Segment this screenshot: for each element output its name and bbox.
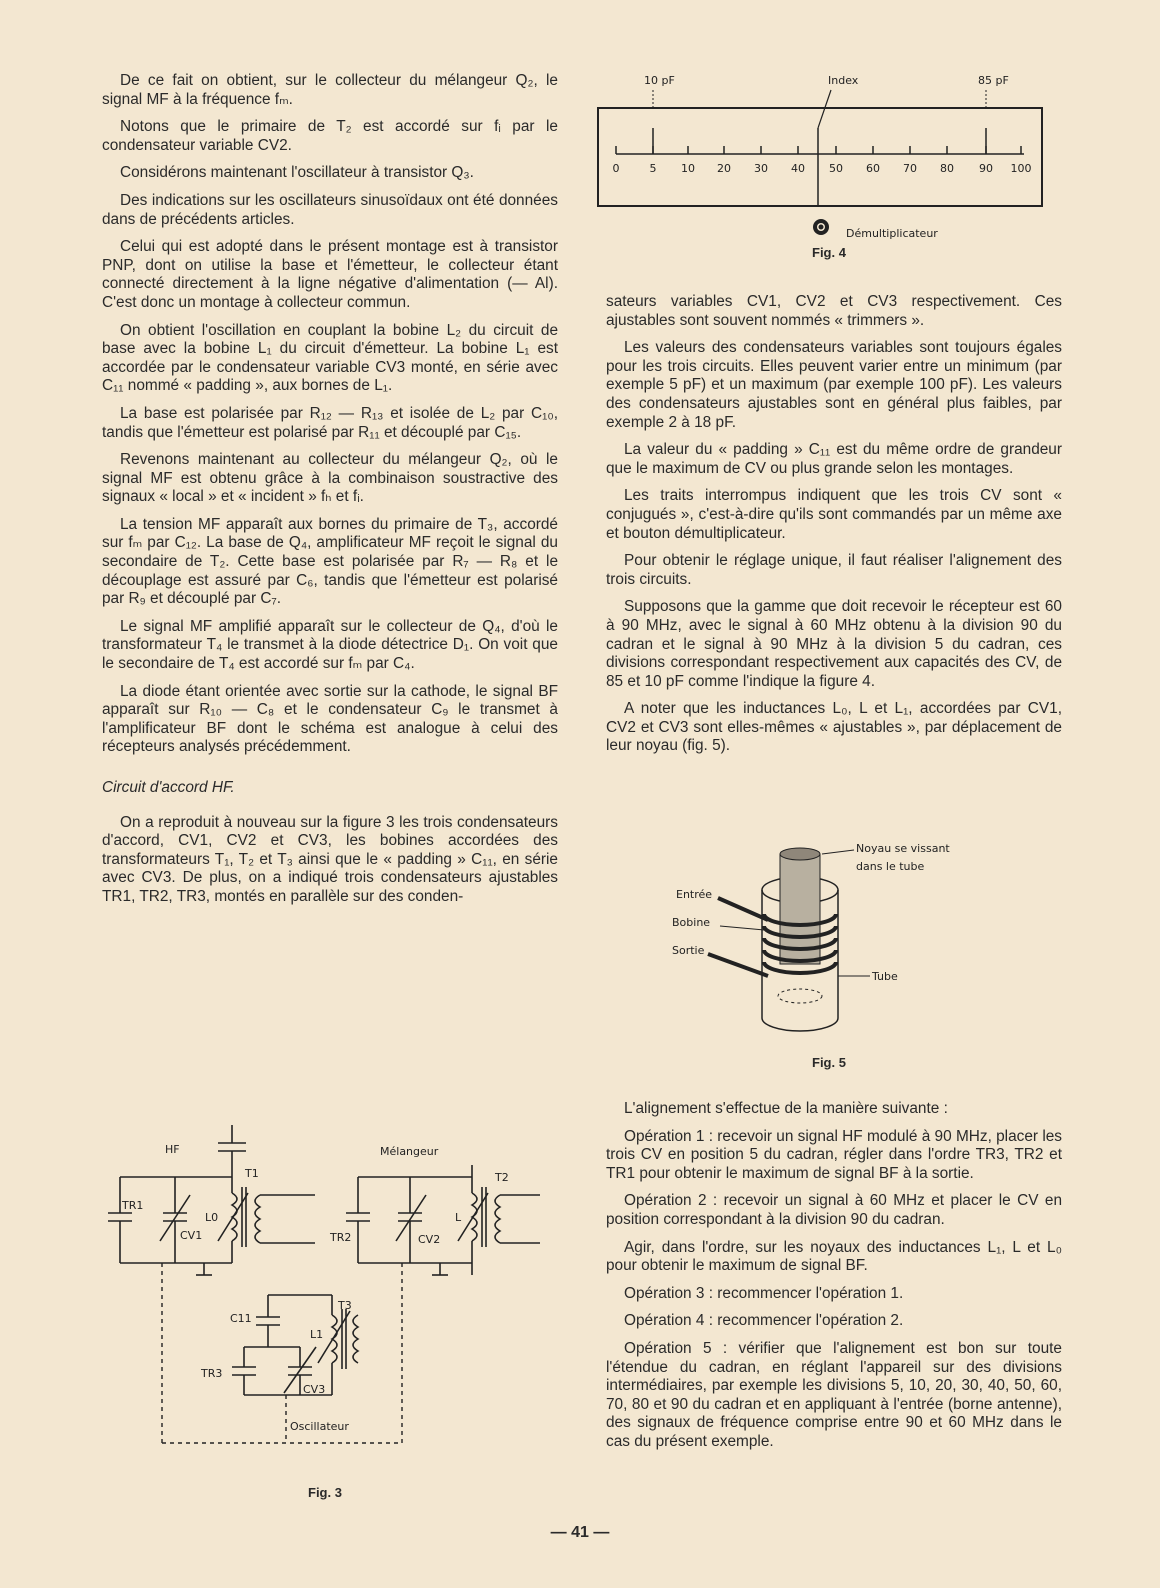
paragraph: Supposons que la gamme que doit recevoir le récepteur est 60 à 90 MHz, avec le signal à 60 MHz obtenu à la division 90 du cadran et le signal à 90 MHz à la division 5 du cadran, ces divisions correspondant respectivement aux capacités des CV, de 85 et 10 pF comme l'indique la figure 4. [606,598,1062,690]
scale-label: 80 [940,162,954,175]
scale-label: 90 [979,162,993,175]
tube-label: Tube [872,970,898,983]
label-85pf: 85 pF [978,74,1009,87]
dial-scale [613,146,1032,175]
fig3-caption: Fig. 3 [308,1485,342,1500]
tr1-label: TR1 [122,1199,144,1212]
paragraph: La base est polarisée par R₁₂ — R₁₃ et isolée de L₂ par C₁₀, tandis que l'émetteur est polarisé par R₁₁ et découplé par C₁₅. [102,404,558,441]
right-column-top [606,293,1062,765]
paragraph: Celui qui est adopté dans le présent montage est à transistor PNP, dont on utilise la base et l'émetteur, le collecteur étant connecté directement à la ligne négative d'alimentation (— Al). C'est donc un montage à collecteur commun. [102,238,558,311]
scale-label: 20 [717,162,731,175]
paragraph: Agir, dans l'ordre, sur les noyaux des inductances L₁, L et L₀ pour obtenir le maximum de signal BF. [606,1238,1062,1275]
right-column-bottom [606,1100,1062,1461]
paragraph: La diode étant orientée avec sortie sur la cathode, le signal BF apparaît sur R₁₀ — C₈ et le condensateur C₉ le transmet à l'amplificateur BF dont le schéma est analogue à celui des récepteurs analysés précédemment. [102,682,558,756]
paragraph: Les valeurs des condensateurs variables sont toujours égales pour les trois circuits. Elles peuvent varier entre un minimum (par exemple 5 pF) et un maximum (par exemple 100 pF). Les valeurs des condensateurs ajustables sont en général plus faibles, par exemple 2 à 18 pF. [606,339,1062,431]
fig4-caption: Fig. 4 [812,245,846,260]
figure-4-dial [596,70,1046,270]
scale-label: 0 [612,162,620,175]
scale-label: 40 [791,162,805,175]
paragraph: Opération 1 : recevoir un signal HF modulé à 90 MHz, placer les trois CV en position 5 du cadran, régler dans l'ordre TR3, TR2 et TR1 pour obtenir le maximum de signal BF à la sortie. [606,1127,1062,1182]
left-column [102,72,558,916]
paragraph: Revenons maintenant au collecteur du mélangeur Q₂, où le signal MF est obtenu grâce à la combinaison soustractive des signaux « local » et « incident » fₕ et fᵢ. [102,451,558,506]
t3-label: T3 [338,1299,352,1312]
paragraph: Opération 3 : recommencer l'opération 1. [624,1284,904,1302]
scale-label: 60 [866,162,880,175]
cv3-label: CV3 [303,1383,326,1396]
melangeur-label: Mélangeur [380,1145,439,1158]
paragraph: La tension MF apparaît aux bornes du primaire de T₃, accordé sur fₘ par C₁₂. La base de Q₄, amplificateur MF reçoit le signal du secondaire de T₂. Cette base est polarisée par R₇ — R₈ et le découplage est assuré par C₆, tandis que l'émetteur est polarisé par R₉ et découplé par C₇. [102,515,558,608]
paragraph: Opération 4 : recommencer l'opération 2. [624,1312,904,1330]
bobine-label: Bobine [672,916,711,929]
cv2-label: CV2 [418,1233,441,1246]
label-10pf: 10 pF [644,74,675,87]
scale-label: 100 [1010,162,1032,175]
left-paragraphs [102,72,558,757]
paragraph: Opération 2 : recevoir un signal à 60 MHz et placer le CV en position correspondant à la division 90 du cadran. [606,1192,1062,1228]
paragraph: Les traits interrompus indiquent que les trois CV sont « conjugués », c'est-à-dire qu'ils sont commandés par un même axe et bouton démultiplicateur. [606,487,1062,542]
scale-label: 50 [829,162,843,175]
label-index: Index [828,74,859,87]
paragraph: L'alignement s'effectue de la manière suivante : [624,1100,948,1117]
scale-label: 30 [754,162,768,175]
paragraph: Pour obtenir le réglage unique, il faut réaliser l'alignement des trois circuits. [606,552,1062,588]
oscillateur-label: Oscillateur [290,1420,349,1433]
scale-label: 10 [681,162,695,175]
cv1-label: CV1 [180,1229,203,1242]
scale-label: 70 [903,162,917,175]
paragraph: Notons que le primaire de T₂ est accordé sur fᵢ par le condensateur variable CV2. [102,118,558,154]
paragraph: A noter que les inductances L₀, L et L₁, accordées par CV1, CV2 et CV3 sont elles-mêmes « ajustables », par déplacement de leur noyau (fig. 5). [606,700,1062,755]
tr2-label: TR2 [330,1231,352,1244]
l0-label: L0 [205,1211,219,1224]
scale-label: 5 [649,162,657,175]
paragraph: On obtient l'oscillation en couplant la bobine L₂ du circuit de base avec la bobine L₁ du circuit d'émetteur. La bobine L₁ est accordée par le condensateur variable CV3 monté, en série avec C₁₁ nommé « padding », aux bornes de L₁. [102,321,558,395]
tr3-label: TR3 [201,1367,223,1380]
paragraph: Considérons maintenant l'oscillateur à transistor Q₃. [120,164,474,182]
paragraph: La valeur du « padding » C₁₁ est du même ordre de grandeur que le maximum de CV ou plus grande selon les montages. [606,441,1062,477]
paragraph: Le signal MF amplifié apparaît sur le collecteur de Q₄, d'où le transformateur T₄ le transmet à la diode détectrice D₁. On voit que le secondaire de T₄ est accordé sur fₘ par C₄. [102,617,558,673]
paragraph: On a reproduit à nouveau sur la figure 3 les trois condensateurs d'accord, CV1, CV2 et CV3, les bobines accordées des transformateurs T₁, T₂ et T₃ ainsi que le « padding » C₁₁, en série avec CV3. De plus, on a indiqué trois condensateurs ajustables TR1, TR2, TR3, montés en parallèle sur des conden- [102,813,558,905]
paragraph: Des indications sur les oscillateurs sinusoïdaux ont été données dans de précédents articles. [102,191,558,228]
t1-label: T1 [245,1167,259,1180]
hf-label: HF [165,1143,180,1156]
sortie-label: Sortie [672,944,705,957]
paragraph: sateurs variables CV1, CV2 et CV3 respectivement. Ces ajustables sont souvent nommés « trimmers ». [606,293,1062,329]
fig5-caption: Fig. 5 [812,1055,846,1070]
noyau-label: Noyau se vissant [856,842,950,855]
paragraph: Opération 5 : vérifier que l'alignement est bon sur toute l'étendue du cadran, en réglant l'appareil sur des divisions intermédiaires, par exemple les divisions 5, 10, 20, 30, 40, 50, 60, 70, 80 et 90 du cadran et en appliquant à l'entrée (borne antenne), des signaux de fréquence comprise entre 90 et 60 MHz dans le cas du présent exemple. [606,1339,1062,1450]
figure-3-schematic [100,1125,560,1465]
knob-label: Démultiplicateur [846,227,938,240]
l-label: L [455,1211,462,1224]
c11-label: C11 [230,1312,252,1325]
entree-label: Entrée [676,888,713,901]
figure-5-coil [668,836,988,1046]
section-heading: Circuit d'accord HF. [102,779,235,796]
paragraph: De ce fait on obtient, sur le collecteur du mélangeur Q₂, le signal MF à la fréquence fₘ. [102,72,558,108]
l1-label: L1 [310,1328,324,1341]
page-number: — 41 — [550,1524,610,1541]
t2-label: T2 [495,1171,509,1184]
noyau-label-2: dans le tube [856,860,925,873]
